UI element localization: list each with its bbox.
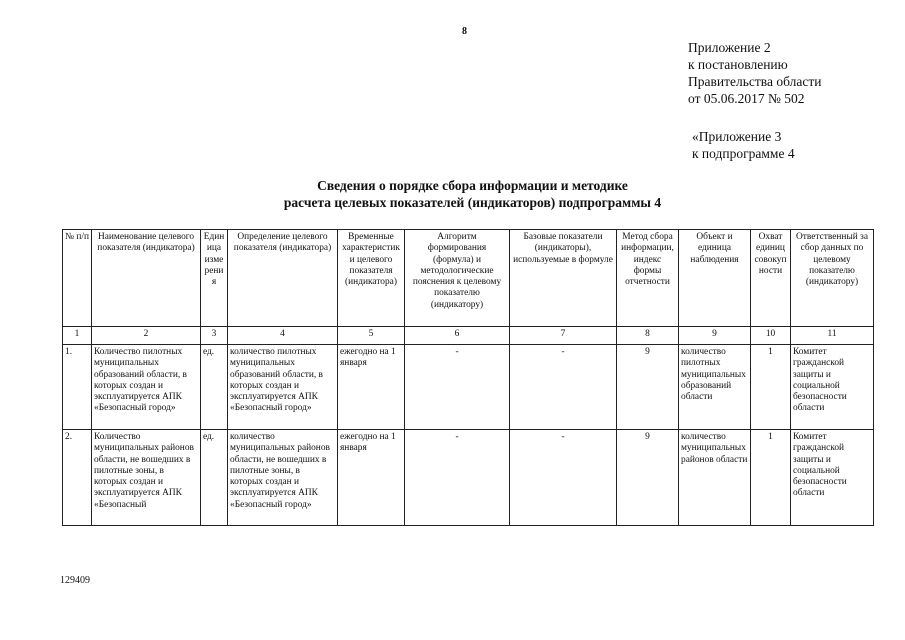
table-row [63,430,874,526]
column-number: 4 [228,327,338,345]
base-indicators: - [510,345,617,430]
indicator-name: Количество муниципальных районов области, не вошедших в пилотные зоны, в которых создан и эксплуатируется АПК «Безопасный [92,430,201,526]
appendix-line: Приложение 2 [688,40,771,55]
page-number: 8 [462,26,467,37]
appendix-sub-line: к подпрограмме 4 [692,146,795,161]
appendix-sub-line: «Приложение 3 [692,129,782,144]
header-cell: Объект и единица наблюдения [679,230,751,327]
indicator-definition: количество муниципальных районов области, не вошедших в пилотные зоны, в которых создан и эксплуатируется АПК «Безопасный город» [228,430,338,526]
column-number: 5 [338,327,405,345]
header-cell: Наименование целевого показателя (индикатора) [92,230,201,327]
indicator-name: Количество пилотных муниципальных образований области, в которых создан и эксплуатируется АПК «Безопасный город» [92,345,201,430]
column-number: 10 [751,327,791,345]
header-cell: Охват единиц совокупности [751,230,791,327]
collection-method: 9 [617,345,679,430]
header-cell: № п/п [63,230,92,327]
header-cell: Единица измерения [201,230,228,327]
appendix-line: Правительства области [688,74,822,89]
column-number: 7 [510,327,617,345]
time-characteristics: ежегодно на 1 января [338,430,405,526]
header-cell: Алгоритм формирования (формула) и методологические пояснения к целевому показателю (индикатору) [405,230,510,327]
appendix-line: от 05.06.2017 № 502 [688,91,805,106]
column-number: 11 [791,327,874,345]
title-line: Сведения о порядке сбора информации и методике [317,178,628,193]
algorithm: - [405,345,510,430]
column-number: 3 [201,327,228,345]
indicators-table [62,229,874,526]
row-number: 2. [63,430,92,526]
document-title [0,177,905,211]
responsible: Комитет гражданской защиты и социальной безопасности области [791,430,874,526]
header-cell: Определение целевого показателя (индикатора) [228,230,338,327]
title-line: расчета целевых показателей (индикаторов) подпрограммы 4 [283,195,662,210]
coverage: 1 [751,345,791,430]
column-number: 8 [617,327,679,345]
header-cell: Временные характеристики целевого показателя (индикатора) [338,230,405,327]
column-number: 1 [63,327,92,345]
header-row [63,230,874,327]
coverage: 1 [751,430,791,526]
time-characteristics: ежегодно на 1 января [338,345,405,430]
indicator-definition: количество пилотных муниципальных образований области, в которых создан и эксплуатируется АПК «Безопасный город» [228,345,338,430]
algorithm: - [405,430,510,526]
header-cell: Базовые показатели (индикаторы), используемые в формуле [510,230,617,327]
header-cell: Ответственный за сбор данных по целевому показателю (индикатору) [791,230,874,327]
column-number: 6 [405,327,510,345]
appendix-header [688,39,821,107]
observation-object: количество муниципальных районов области [679,430,751,526]
column-number: 9 [679,327,751,345]
appendix-line: к постановлению [688,57,788,72]
row-number: 1. [63,345,92,430]
table-row [63,345,874,430]
document-code: 129409 [60,575,90,586]
appendix-subheader [692,128,795,162]
column-number-row [63,327,874,345]
observation-object: количество пилотных муниципальных образований области [679,345,751,430]
column-number: 2 [92,327,201,345]
collection-method: 9 [617,430,679,526]
responsible: Комитет гражданской защиты и социальной безопасности области [791,345,874,430]
header-cell: Метод сбора информации, индекс формы отчетности [617,230,679,327]
base-indicators: - [510,430,617,526]
unit: ед. [201,430,228,526]
unit: ед. [201,345,228,430]
